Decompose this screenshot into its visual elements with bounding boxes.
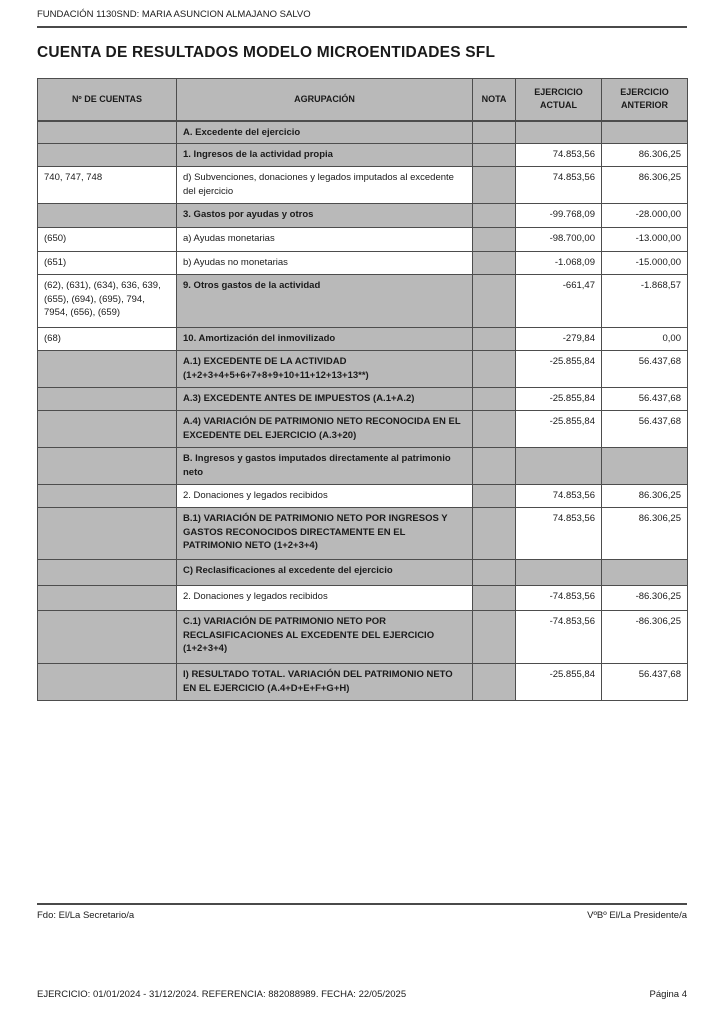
cell-actual (516, 448, 602, 485)
cell-actual: -279,84 (516, 328, 602, 351)
cell-nota (473, 228, 516, 252)
cell-actual: -98.700,00 (516, 228, 602, 252)
cell-anterior: -28.000,00 (602, 204, 688, 228)
table-row (38, 586, 688, 611)
cell-cuentas (38, 144, 177, 167)
cell-nota (473, 388, 516, 411)
cell-anterior (602, 560, 688, 586)
cell-cuentas (38, 121, 177, 144)
cell-cuentas (38, 388, 177, 411)
signature-president: VºBº El/La Presidente/a (587, 910, 687, 921)
cell-cuentas: (62), (631), (634), 636, 639, (655), (694), (695), 794, 7954, (656), (659) (38, 275, 177, 328)
cell-nota (473, 144, 516, 167)
cell-anterior: -1.868,57 (602, 275, 688, 328)
table-header-row (38, 79, 688, 121)
cell-nota (473, 586, 516, 611)
table-row (38, 448, 688, 485)
cell-agrupacion: 1. Ingresos de la actividad propia (177, 144, 473, 167)
cell-actual: -74.853,56 (516, 586, 602, 611)
cell-nota (473, 121, 516, 144)
cell-cuentas (38, 664, 177, 701)
cell-cuentas: (651) (38, 252, 177, 275)
cell-cuentas (38, 560, 177, 586)
col-header-agrupacion: AGRUPACIÓN (177, 79, 473, 121)
cell-agrupacion: I) RESULTADO TOTAL. VARIACIÓN DEL PATRIMONIO NETO EN EL EJERCICIO (A.4+D+E+F+G+H) (177, 664, 473, 701)
table-row (38, 560, 688, 586)
cell-anterior: -13.000,00 (602, 228, 688, 252)
table-row (38, 485, 688, 508)
cell-anterior (602, 448, 688, 485)
cell-actual: 74.853,56 (516, 144, 602, 167)
cell-agrupacion: 10. Amortización del inmovilizado (177, 328, 473, 351)
table-row (38, 228, 688, 252)
cell-cuentas: (650) (38, 228, 177, 252)
cell-cuentas (38, 611, 177, 664)
document-header: FUNDACIÓN 1130SND: MARIA ASUNCION ALMAJANO SALVO (37, 9, 687, 28)
col-header-actual: EJERCICIO ACTUAL (516, 79, 602, 121)
cell-agrupacion: d) Subvenciones, donaciones y legados imputados al excedente del ejercicio (177, 167, 473, 204)
table-row (38, 204, 688, 228)
cell-cuentas (38, 448, 177, 485)
cell-nota (473, 611, 516, 664)
cell-anterior: 56.437,68 (602, 411, 688, 448)
cell-anterior (602, 121, 688, 144)
cell-nota (473, 448, 516, 485)
results-table (37, 78, 688, 701)
col-header-anterior: EJERCICIO ANTERIOR (602, 79, 688, 121)
cell-anterior: 56.437,68 (602, 351, 688, 388)
table-row (38, 275, 688, 328)
cell-agrupacion: a) Ayudas monetarias (177, 228, 473, 252)
cell-actual: -99.768,09 (516, 204, 602, 228)
col-header-nota: NOTA (473, 79, 516, 121)
cell-actual (516, 560, 602, 586)
cell-agrupacion: B.1) VARIACIÓN DE PATRIMONIO NETO POR INGRESOS Y GASTOS RECONOCIDOS DIRECTAMENTE EN EL PATRIMONIO NETO (1+2+3+4) (177, 508, 473, 560)
page-title: CUENTA DE RESULTADOS MODELO MICROENTIDADES SFL (37, 44, 496, 61)
cell-actual: -1.068,09 (516, 252, 602, 275)
cell-cuentas (38, 204, 177, 228)
table-row (38, 411, 688, 448)
cell-actual: 74.853,56 (516, 167, 602, 204)
table-row (38, 664, 688, 701)
cell-actual: 74.853,56 (516, 485, 602, 508)
cell-anterior: -86.306,25 (602, 611, 688, 664)
cell-nota (473, 664, 516, 701)
cell-nota (473, 485, 516, 508)
cell-agrupacion: b) Ayudas no monetarias (177, 252, 473, 275)
cell-anterior: -15.000,00 (602, 252, 688, 275)
cell-anterior: 56.437,68 (602, 664, 688, 701)
cell-nota (473, 252, 516, 275)
cell-nota (473, 508, 516, 560)
signature-secretary: Fdo: El/La Secretario/a (37, 910, 135, 921)
cell-agrupacion: B. Ingresos y gastos imputados directamente al patrimonio neto (177, 448, 473, 485)
cell-nota (473, 275, 516, 328)
cell-actual: -25.855,84 (516, 351, 602, 388)
cell-actual: -74.853,56 (516, 611, 602, 664)
cell-cuentas: (68) (38, 328, 177, 351)
cell-nota (473, 411, 516, 448)
cell-actual: -661,47 (516, 275, 602, 328)
col-header-cuentas: Nº DE CUENTAS (38, 79, 177, 121)
table-row (38, 351, 688, 388)
page-footer (37, 989, 687, 1000)
cell-nota (473, 204, 516, 228)
cell-agrupacion: C) Reclasificaciones al excedente del ejercicio (177, 560, 473, 586)
cell-anterior: 86.306,25 (602, 485, 688, 508)
cell-cuentas (38, 485, 177, 508)
cell-cuentas: 740, 747, 748 (38, 167, 177, 204)
cell-agrupacion: 2. Donaciones y legados recibidos (177, 586, 473, 611)
cell-actual: -25.855,84 (516, 664, 602, 701)
cell-anterior: 86.306,25 (602, 144, 688, 167)
cell-nota (473, 328, 516, 351)
table-row (38, 508, 688, 560)
cell-actual: -25.855,84 (516, 388, 602, 411)
footer-exercise-info: EJERCICIO: 01/01/2024 - 31/12/2024. REFERENCIA: 882088989. FECHA: 22/05/2025 (37, 989, 407, 1000)
cell-nota (473, 167, 516, 204)
signature-row (37, 903, 687, 921)
table-row (38, 388, 688, 411)
footer-page-number: Página 4 (649, 989, 687, 1000)
cell-cuentas (38, 411, 177, 448)
cell-cuentas (38, 351, 177, 388)
cell-cuentas (38, 586, 177, 611)
cell-nota (473, 351, 516, 388)
cell-actual (516, 121, 602, 144)
cell-nota (473, 560, 516, 586)
cell-agrupacion: A. Excedente del ejercicio (177, 121, 473, 144)
cell-cuentas (38, 508, 177, 560)
cell-anterior: 86.306,25 (602, 167, 688, 204)
cell-agrupacion: A.4) VARIACIÓN DE PATRIMONIO NETO RECONOCIDA EN EL EXCEDENTE DEL EJERCICIO (A.3+20) (177, 411, 473, 448)
cell-agrupacion: 2. Donaciones y legados recibidos (177, 485, 473, 508)
cell-anterior: 56.437,68 (602, 388, 688, 411)
table-row (38, 144, 688, 167)
cell-agrupacion: A.1) EXCEDENTE DE LA ACTIVIDAD (1+2+3+4+5+6+7+8+9+10+11+12+13+13**) (177, 351, 473, 388)
cell-agrupacion: A.3) EXCEDENTE ANTES DE IMPUESTOS (A.1+A.2) (177, 388, 473, 411)
table-row (38, 121, 688, 144)
cell-actual: -25.855,84 (516, 411, 602, 448)
cell-agrupacion: 9. Otros gastos de la actividad (177, 275, 473, 328)
cell-agrupacion: 3. Gastos por ayudas y otros (177, 204, 473, 228)
cell-anterior: 86.306,25 (602, 508, 688, 560)
cell-anterior: 0,00 (602, 328, 688, 351)
cell-agrupacion: C.1) VARIACIÓN DE PATRIMONIO NETO POR RECLASIFICACIONES AL EXCEDENTE DEL EJERCICIO (1+2+3+4) (177, 611, 473, 664)
table-row (38, 167, 688, 204)
table-row (38, 252, 688, 275)
table-row (38, 611, 688, 664)
cell-anterior: -86.306,25 (602, 586, 688, 611)
table-row (38, 328, 688, 351)
cell-actual: 74.853,56 (516, 508, 602, 560)
